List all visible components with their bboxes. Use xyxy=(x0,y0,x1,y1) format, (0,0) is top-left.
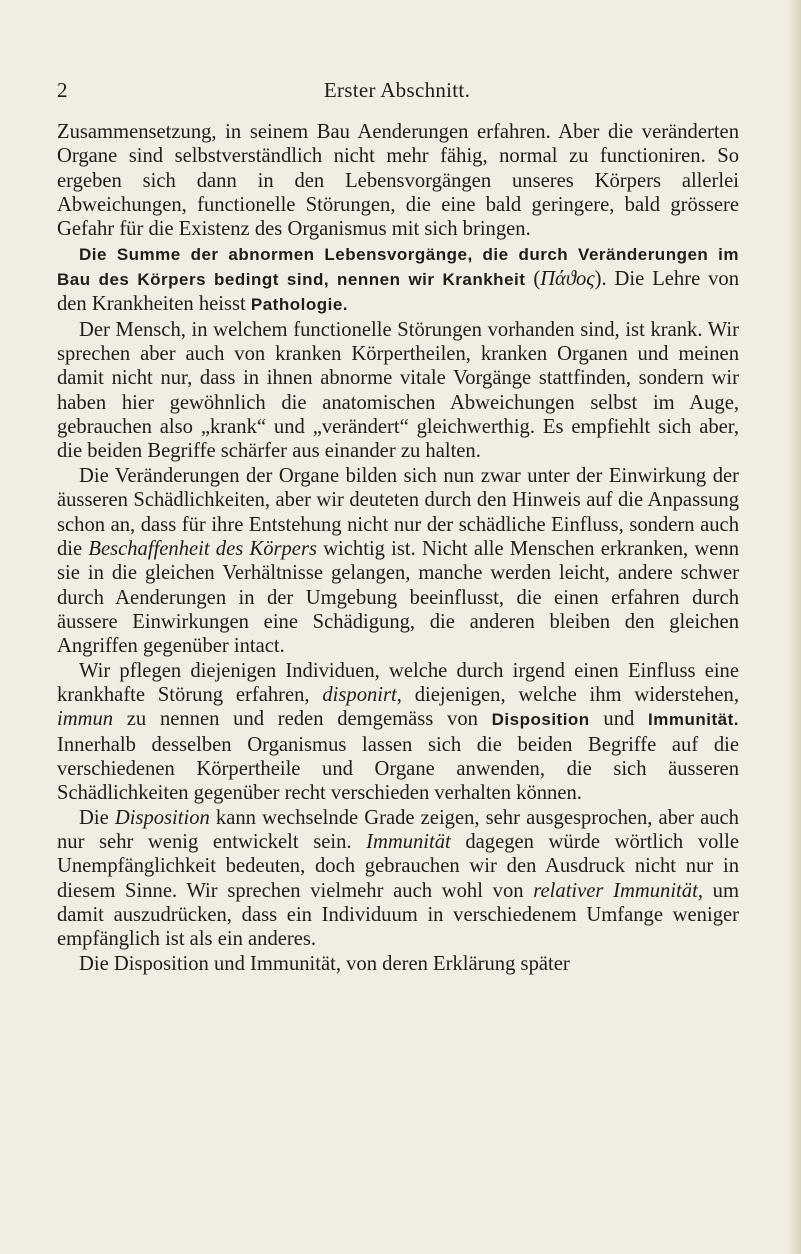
page-number: 2 xyxy=(57,78,68,102)
paragraph xyxy=(57,952,739,976)
paragraph xyxy=(57,120,739,242)
page-edge-shadow xyxy=(787,0,801,1254)
paragraph xyxy=(57,242,739,318)
spaced-term: Pathologie. xyxy=(250,295,348,315)
italic-term: immun xyxy=(57,708,114,731)
text-run: zu nennen und reden demgemäss von xyxy=(113,708,492,731)
text-run: dagegen würde wörtlich volle Unempfänglichkeit bedeuten, doch gebrauchen wir den Ausdruck nicht nur in diesem Sinne. Wir sprechen vielmehr auch wohl von xyxy=(57,830,739,902)
text-run: und xyxy=(589,708,649,731)
spaced-term: Disposition xyxy=(491,710,590,730)
text-run: Die Veränderungen der Organe bilden sich nun zwar unter der Einwirkung der äusseren Schädlichkeiten, aber wir deuteten durch den Hinweis auf die Anpassung schon an, dass für ihre Entstehung nicht nur der schädliche Einfluss, sondern auch die xyxy=(57,464,739,560)
text-run: ). Die Lehre von den Krankheiten heisst xyxy=(57,268,739,316)
text-run: , diejenigen, welche ihm widerstehen, xyxy=(396,683,739,706)
paragraph xyxy=(57,318,739,464)
text-run: Innerhalb desselben Organismus lassen sich die beiden Begriffe auf die verschiedenen Körpertheile und Organe anwenden, die sich äusseren Schädlichkeiten gegenüber recht verschieden verhalten können. xyxy=(57,733,739,805)
text-run: kann wechselnde Grade zeigen, sehr ausgesprochen, aber auch nur sehr wenig entwickelt sein. xyxy=(57,806,739,853)
italic-term: Beschaffenheit des Körpers xyxy=(88,537,317,560)
running-head: Erster Abschnitt. xyxy=(323,78,471,102)
paragraph xyxy=(57,659,739,806)
text-run: , um damit auszudrücken, dass ein Individuum in verschiedenem Umfange weniger empfänglich ist als ein anderes. xyxy=(57,879,739,951)
text-run: Zusammensetzung, in seinem Bau Aenderungen erfahren. Aber die veränderten Organe sind selbstverständlich nicht mehr fähig, normal zu functioniren. So ergeben sich dann in den Lebensvorgängen unseres Körpers allerlei Abweichungen, functionelle Störungen, die eine bald geringere, bald grössere Gefahr für die Existenz des Organismus mit sich bringen. xyxy=(57,121,739,241)
text-run: Der Mensch, in welchem functionelle Störungen vorhanden sind, ist krank. Wir sprechen aber auch von kranken Körpertheilen, kranken Organen und meinen damit nicht nur, dass in ihnen abnorme vitale Vorgänge stattfinden, sondern wir haben hier gewöhnlich die anatomischen Abweichungen selbst im Auge, gebrauchen also „krank“ und „verändert“ gleichwerthig. Es empfiehlt sich aber, die beiden Begriffe schärfer aus einander zu halten. xyxy=(57,318,739,463)
text-run: wichtig ist. Nicht alle Menschen erkranken, wenn sie in die gleichen Verhältnisse gelangen, manche werden leicht, andere schwer durch Aenderungen in der Umgebung beeinflusst, die einen erfahren durch äussere Einwirkungen eine Schädigung, die anderen bleiben den gleichen Angriffen gegenüber intact. xyxy=(57,537,739,658)
text-run: Wir pflegen diejenigen Individuen, welche durch irgend einen Einfluss eine krankhafte Störung erfahren, xyxy=(57,659,739,706)
text-run: Die xyxy=(79,806,115,829)
spaced-term: Immunität. xyxy=(648,710,739,730)
spaced-term: Die Summe der abnormen Lebensvorgänge, die durch Veränderungen im Bau des Körpers bedingt sind, nennen wir Krankheit xyxy=(57,244,739,290)
italic-term: Πάϑος xyxy=(540,268,595,291)
page-header xyxy=(57,78,737,110)
text-run: Die Disposition und Immunität, von deren Erklärung später xyxy=(79,952,570,975)
italic-term: relativer Immunität xyxy=(533,879,698,902)
text-run: ( xyxy=(525,268,541,291)
italic-term: Immunität xyxy=(366,830,451,853)
body-text xyxy=(57,120,739,976)
italic-term: Disposition xyxy=(114,806,210,829)
italic-term: disponirt xyxy=(322,683,397,706)
paragraph xyxy=(57,464,739,659)
paragraph xyxy=(57,806,739,952)
